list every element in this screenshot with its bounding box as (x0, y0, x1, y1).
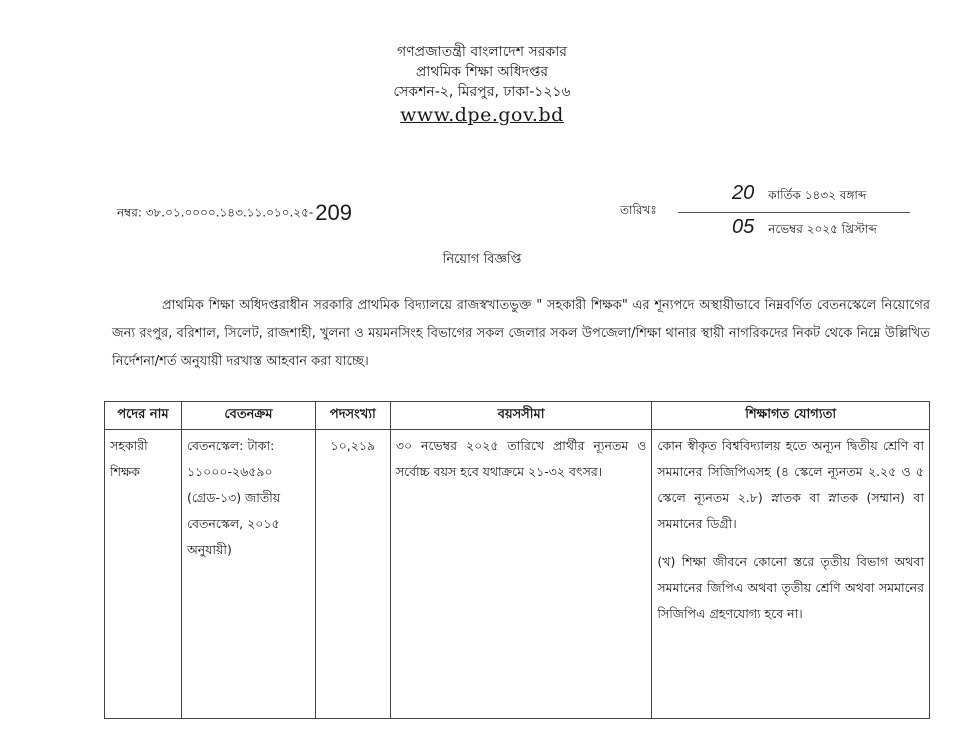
cell-pay-scale: বেতনস্কেল: টাকা: ১১০০০-২৬৫৯০ (গ্রেড-১৩) জাতীয় বেতনস্কেল, ২০১৫ অনুযায়ী) (181, 430, 315, 719)
header-post-name: পদের নাম (105, 402, 182, 430)
english-month-year: নভেম্বর ২০২৫ খ্রিস্টাব্দ (768, 222, 877, 236)
date-block (620, 180, 930, 240)
cell-qualification (652, 430, 930, 719)
office-address: সেকশন-২, মিরপুর, ঢাকা-১২১৬ (393, 84, 571, 100)
english-day: 05 (732, 216, 755, 238)
bangla-date (732, 182, 866, 207)
memo-label: নম্বর: ৩৮.০১.০০০০.১৪৩.১১.০১০.২৫- (117, 205, 314, 220)
bangla-day: 20 (732, 182, 755, 204)
header-qualification: শিক্ষাগত যোগ্যতা (652, 402, 930, 430)
table-header-row (105, 402, 930, 430)
bangla-month-year: কার্তিক ১৪৩২ বঙ্গাব্দ (768, 188, 867, 202)
website-link[interactable]: www.dpe.gov.bd (400, 104, 564, 126)
qualification-b: (খ) শিক্ষা জীবনে কোনো স্তরে তৃতীয় বিভাগ অথবা সমমানের জিপিএ অথবা তৃতীয় শ্রেণি অথবা সমমানের সিজিপিএ গ্রহণযোগ্য হবে না। (657, 554, 924, 621)
cell-posts-count: ১০,২১৯ (315, 430, 390, 719)
header-pay-scale: বেতনক্রম (181, 402, 315, 430)
vacancy-table (104, 401, 930, 719)
memo-handwritten-number: 209 (315, 200, 352, 225)
date-divider (678, 212, 910, 213)
header-posts-count: পদসংখ্যা (315, 402, 390, 430)
government-name: গণপ্রজাতন্ত্রী বাংলাদেশ সরকার (397, 44, 567, 60)
header-age-limit: বয়সসীমা (390, 402, 652, 430)
cell-post-name: সহকারী শিক্ষক (105, 430, 182, 719)
english-date (732, 216, 877, 241)
cell-age-limit: ৩০ নভেম্বর ২০২৫ তারিখে প্রার্থীর ন্যূনতম ও সর্বোচ্চ বয়স হবে যথাক্রমে ২১-৩২ বৎসর। (390, 430, 652, 719)
office-name: প্রাথমিক শিক্ষা অধিদপ্তর (415, 64, 549, 80)
notice-title: নিয়োগ বিজ্ঞপ্তি (442, 252, 522, 267)
memo-number (117, 200, 352, 226)
qualification-a: কোন স্বীকৃত বিশ্ববিদ্যালয় হতে অন্যূন দ্বিতীয় শ্রেণি বা সমমানের সিজিপিএসহ (৪ স্কেলে ন্যূনতম ২.২৫ ও ৫ স্কেলে ন্যূনতম ২.৮) স্নাতক বা স্নাতক (সম্মান) বা সমমানের ডিগ্রী। (657, 438, 924, 531)
table-row (105, 430, 930, 719)
date-label: তারিখঃ (620, 203, 657, 217)
notice-paragraph: প্রাথমিক শিক্ষা অধিদপ্তরাধীন সরকারি প্রাথমিক বিদ্যালয়ে রাজস্বখাতভুক্ত " সহকারী শিক্ষক" এর শূন্যপদে অস্থায়ীভাবে নিম্নবর্ণিত বেতনস্কেলে নিয়োগের জন্য রংপুর, বরিশাল, সিলেট, রাজশাহী, খুলনা ও ময়মনসিংহ বিভাগের সকল জেলার সকল উপজেলা/শিক্ষা থানার স্থায়ী নাগরিকদের নিকট থেকে নিম্নে উল্লিখিত নির্দেশনা/শর্ত অনুযায়ী দরখাস্ত আহবান করা যাচ্ছে। (112, 298, 930, 369)
letterhead (0, 42, 964, 126)
